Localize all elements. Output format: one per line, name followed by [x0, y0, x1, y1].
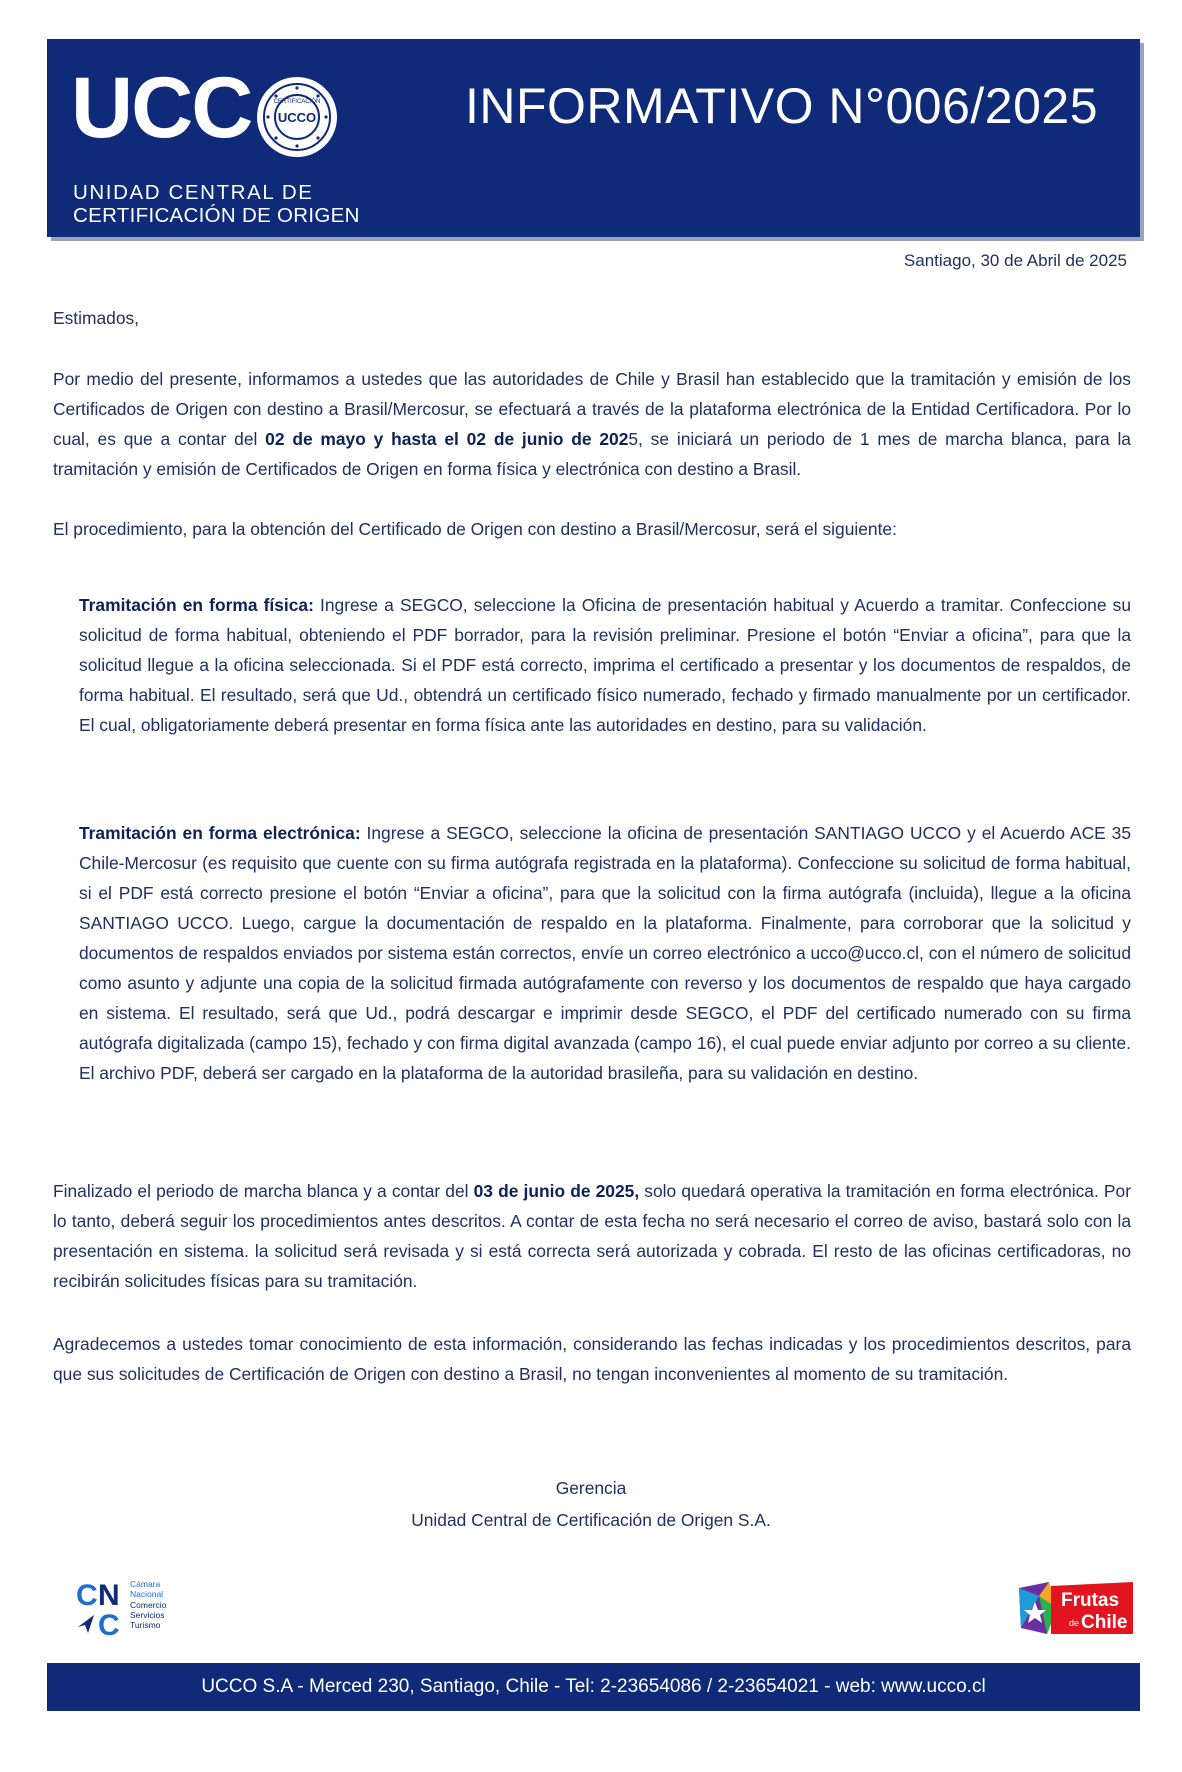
cnc-line-4: Servicios: [130, 1610, 165, 1620]
physical-text: Ingrese a SEGCO, seleccione la Oficina de presentación habitual y Acuerdo a tramitar. Confeccione su solicitud de forma habitual, obteniendo el PDF borrador, para la revisión preliminar. Presione el botón “Enviar a oficina”, para que la solicitud llegue a la oficina seleccionada. Si el PDF está correcto, imprima el certificado a presentar y los documentos de respaldos, de forma habitual. El resultado, será que Ud., obtendrá un certificado físico numerado, fechado y firmado manualmente por un certificador. El cual, obligatoriamente deberá presentar en forma física ante las autoridades en destino, para su validación.: [79, 595, 1131, 735]
page-title: INFORMATIVO N°006/2025: [464, 78, 1098, 134]
frutas-de: de: [1069, 1618, 1080, 1628]
cnc-line-5: Turismo: [130, 1620, 161, 1630]
electronic-text: Ingrese a SEGCO, seleccione la oficina de presentación SANTIAGO UCCO y el Acuerdo ACE 35 Chile-Mercosur (es requisito que cuente con su firma autógrafa registrada en la plataforma). Confeccione su solicitud de forma habitual, si el PDF está correcto presione el botón “Enviar a oficina”, para que la solicitud con la firma autógrafa (incluida), llegue a la oficina SANTIAGO UCCO. Luego, cargue la documentación de respaldo en la plataforma. Finalmente, para corroborar que la solicitud y documentos de respaldos enviados por sistema están correctos, envíe un correo electrónico a ucco@ucco.cl, con el número de solicitud como asunto y adjunte una copia de la solicitud firmada autógrafamente con reverso y los documentos de respaldo que haya cargado en sistema. El resultado, será que Ud., podrá descargar e imprimir desde SEGCO, el PDF del certificado numerado con su firma autógrafa digitalizada (campo 15), fechado y con firma digital avanzada (campo 16), el cual puede enviar adjunto por correo a su cliente. El archivo PDF, deberá ser cargado en la plataforma de la autoridad brasileña, para su validación en destino.: [79, 823, 1131, 1083]
greeting: Estimados,: [53, 308, 140, 328]
paragraph-procedure: El procedimiento, para la obtención del Certificado de Origen con destino a Brasil/Mercosur, será el siguiente:: [53, 519, 897, 539]
seal-text: UCCO: [277, 110, 317, 125]
date-line: Santiago, 30 de Abril de 2025: [903, 251, 1127, 270]
seal-ring-text: CERTIFICACIÓN: [273, 99, 321, 105]
cnc-letter-c2: C: [98, 1609, 120, 1637]
cnc-line-2: Nacional: [130, 1589, 164, 1599]
logo-line-1: UNIDAD CENTRAL DE: [73, 181, 314, 204]
signature-line-2: Unidad Central de Certificación de Origen S.A.: [411, 1510, 771, 1530]
final-date: 03 de junio de 2025,: [473, 1181, 640, 1201]
marcha-blanca-dates: 02 de mayo y hasta el 02 de junio de 202: [265, 429, 629, 449]
logo-word: UCC: [71, 60, 252, 156]
signature-line-1: Gerencia: [555, 1478, 627, 1498]
cnc-letter-n: N: [98, 1579, 120, 1612]
final-text-end: solo quedará operativa la tramitación en forma electrónica. Por lo tanto, deberá seguir los procedimientos antes descritos. A contar de esta fecha no será necesario el correo de aviso, bastará solo con la presentación en sistema. la solicitud será revisada y si está correcta será autorizada y cobrada. El resto de las oficinas certificadoras, no recibirán solicitudes físicas para su tramitación.: [53, 1181, 1131, 1291]
paragraph-intro-text: Por medio del presente, informamos a ustedes que las autoridades de Chile y Brasil han establecido que la tramitación y emisión de los Certificados de Origen con destino a Brasil/Mercosur, se efectuará a través de la plataforma electrónica de la Entidad Certificadora. Por lo cual, es que a contar del: [53, 369, 1131, 449]
logo-line-2: CERTIFICACIÓN DE ORIGEN: [73, 204, 360, 227]
paragraph-final: [53, 1176, 1131, 1296]
cnc-line-1: Cámara: [130, 1579, 161, 1589]
electronic-heading: Tramitación en forma electrónica:: [79, 823, 361, 843]
paragraph-intro-text-end: 5, se iniciará un periodo de 1 mes de marcha blanca, para la tramitación y emisión de Certificados de Origen en forma física y electrónica con destino a Brasil.: [53, 429, 1131, 479]
cnc-arrow-icon: [78, 1615, 94, 1633]
final-text: Finalizado el periodo de marcha blanca y a contar del: [53, 1181, 474, 1201]
cnc-letter-c: C: [76, 1579, 98, 1612]
ucco-logo: [71, 60, 391, 227]
certification-seal-icon: [255, 75, 339, 159]
frutas-de-chile-logo: [1013, 1578, 1135, 1638]
paragraph-electronic: [79, 818, 1131, 1088]
frutas-chile: Chile: [1081, 1612, 1128, 1633]
footer-bar: UCCO S.A - Merced 230, Santiago, Chile - Tel: 2-23654086 / 2-23654021 - web: www.ucco.cl: [47, 1663, 1140, 1711]
paragraph-physical: [79, 590, 1131, 740]
cnc-logo: [76, 1577, 216, 1637]
cnc-line-3: Comercio: [130, 1600, 167, 1610]
physical-heading: Tramitación en forma física:: [79, 595, 314, 615]
paragraph-intro: [53, 364, 1131, 484]
paragraph-thanks: Agradecemos a ustedes tomar conocimiento de esta información, considerando las fechas indicadas y los procedimientos descritos, para que sus solicitudes de Certificación de Origen con destino a Brasil, no tengan inconvenientes al momento de su tramitación.: [53, 1334, 1131, 1384]
header-banner: [47, 39, 1140, 237]
frutas-word: Frutas: [1061, 1590, 1120, 1611]
